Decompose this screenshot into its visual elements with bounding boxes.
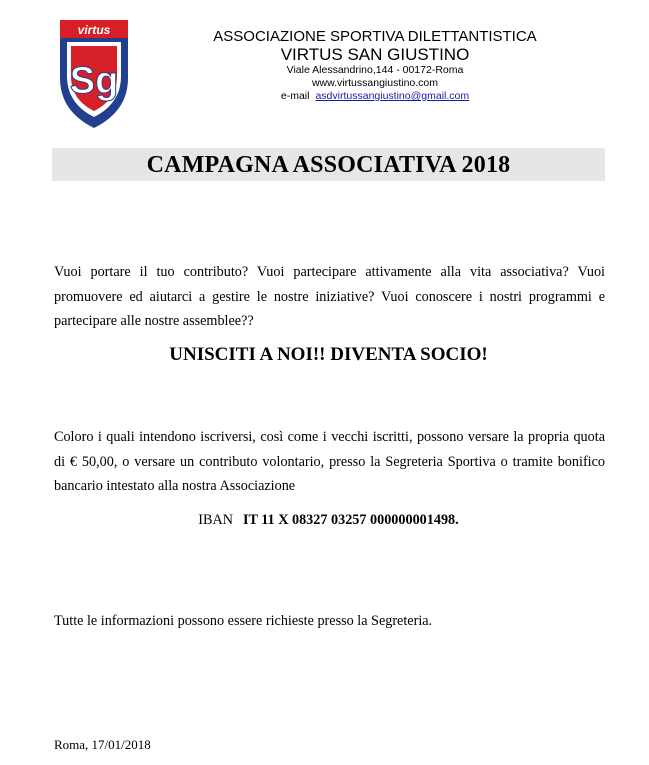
club-logo bbox=[58, 18, 130, 130]
intro-paragraph: Vuoi portare il tuo contributo? Vuoi partecipare attivamente alla vita associativa? Vuoi promuovere ed aiutarci a gestire le nostre iniziative? Vuoi conoscere i nostri programmi e partecipare alle nostre assemblee?? bbox=[54, 264, 605, 329]
logo-monogram: Sg bbox=[69, 60, 119, 102]
call-to-action: UNISCITI A NOI!! DIVENTA SOCIO! bbox=[169, 344, 488, 365]
website: www.virtussangiustino.com bbox=[311, 77, 439, 89]
letterhead bbox=[180, 28, 570, 103]
association-type: ASSOCIAZIONE SPORTIVA DILETTANTISTICA bbox=[213, 28, 537, 45]
address: Viale Alessandrino,144 - 00172-Roma bbox=[286, 64, 464, 76]
email-line bbox=[180, 90, 570, 103]
iban-label: IBAN bbox=[198, 512, 233, 528]
logo-text: virtus bbox=[77, 23, 111, 37]
page-title: CAMPAGNA ASSOCIATIVA 2018 bbox=[52, 148, 605, 181]
iban-code: IT 11 X 08327 03257 000000001498. bbox=[242, 512, 459, 528]
email-link[interactable]: asdvirtussangiustino@gmail.com bbox=[315, 90, 470, 102]
payment-paragraph: Coloro i quali intendono iscriversi, così come i vecchi iscritti, possono versare la propria quota di € 50,00, o versare un contributo volontario, presso la Segreteria Sportiva o tramite bonifico bancario intestato alla nostra Associazione bbox=[54, 429, 605, 494]
email-label: e-mail bbox=[280, 90, 310, 102]
document-date: Roma, 17/01/2018 bbox=[54, 737, 151, 752]
iban-line bbox=[52, 508, 605, 532]
club-name: VIRTUS SAN GIUSTINO bbox=[280, 45, 470, 64]
info-paragraph: Tutte le informazioni possono essere richieste presso la Segreteria. bbox=[54, 613, 433, 629]
